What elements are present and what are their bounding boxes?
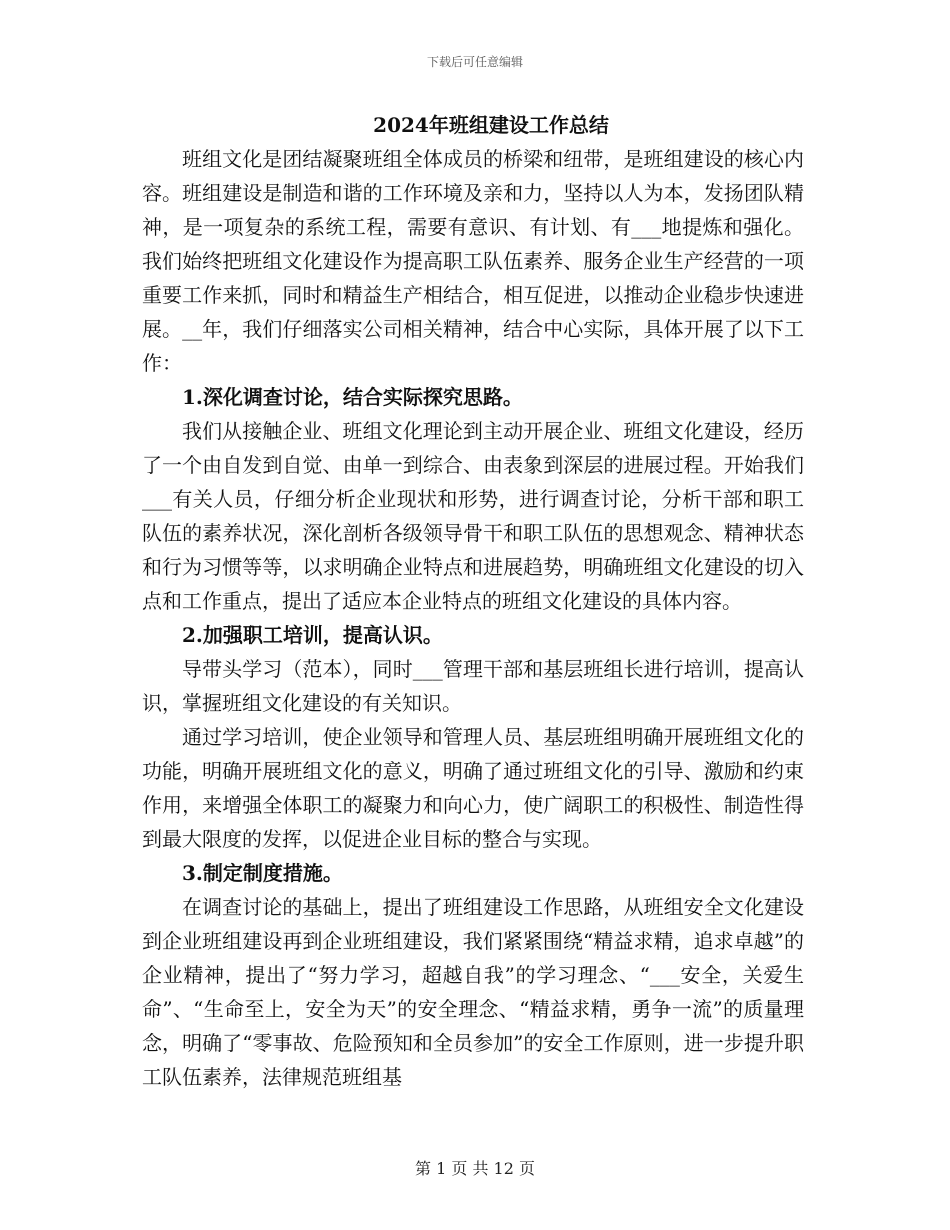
section-heading-2: 2.加强职工培训，提高认识。 bbox=[182, 623, 443, 647]
page-footer-number: 第 1 页 共 12 页 bbox=[415, 1159, 535, 1178]
section-heading-3: 3.制定制度措施。 bbox=[182, 861, 343, 885]
section-heading-1: 1.深化调查讨论，结合实际探究思路。 bbox=[182, 385, 523, 409]
paragraph-section-2a: 导带头学习（范本），同时___管理干部和基层班组长进行培训，提高认识，掌握班组文化建设的有关知识。 bbox=[142, 657, 804, 715]
page-header-note: 下载后可任意编辑 bbox=[426, 55, 523, 69]
paragraph-section-2b: 通过学习培训，使企业领导和管理人员、基层班组明确开展班组文化的功能，明确开展班组文化的意义，明确了通过班组文化的引导、激励和约束作用，来增强全体职工的凝聚力和向心力，使广阔职工的积极性、制造性得到最大限度的发挥，以促进企业目标的整合与实现。 bbox=[142, 725, 804, 851]
paragraph-section-1: 我们从接触企业、班组文化理论到主动开展企业、班组文化建设，经历了一个由自发到自觉、由单一到综合、由表象到深层的进展过程。开始我们___有关人员，仔细分析企业现状和形势，进行调查讨论，分析干部和职工队伍的素养状况，深化剖析各级领导骨干和职工队伍的思想观念、精神状态和行为习惯等等，以求明确企业特点和进展趋势，明确班组文化建设的切入点和工作重点，提出了适应本企业特点的班组文化建设的具体内容。 bbox=[142, 419, 804, 613]
paragraph-section-3: 在调查讨论的基础上，提出了班组建设工作思路，从班组安全文化建设到企业班组建设再到企业班组建设，我们紧紧围绕“精益求精，追求卓越”的企业精神，提出了“努力学习，超越自我”的学习理念、“___安全，关爱生命”、“生命至上，安全为天”的安全理念、“精益求精，勇争一流”的质量理念，明确了“零事故、危险预知和全员参加”的安全工作原则，进一步提升职工队伍素养，法律规范班组基 bbox=[142, 895, 804, 1089]
document-title: 2024年班组建设工作总结 bbox=[373, 113, 609, 137]
paragraph-intro: 班组文化是团结凝聚班组全体成员的桥梁和纽带，是班组建设的核心内容。班组建设是制造和谐的工作环境及亲和力，坚持以人为本，发扬团队精神，是一项复杂的系统工程，需要有意识、有计划、有___地提炼和强化。我们始终把班组文化建设作为提高职工队伍素养、服务企业生产经营的一项重要工作来抓，同时和精益生产相结合，相互促进，以推动企业稳步快速进展。__年，我们仔细落实公司相关精神，结合中心实际，具体开展了以下工作： bbox=[142, 147, 804, 375]
document-body bbox=[142, 108, 804, 1094]
